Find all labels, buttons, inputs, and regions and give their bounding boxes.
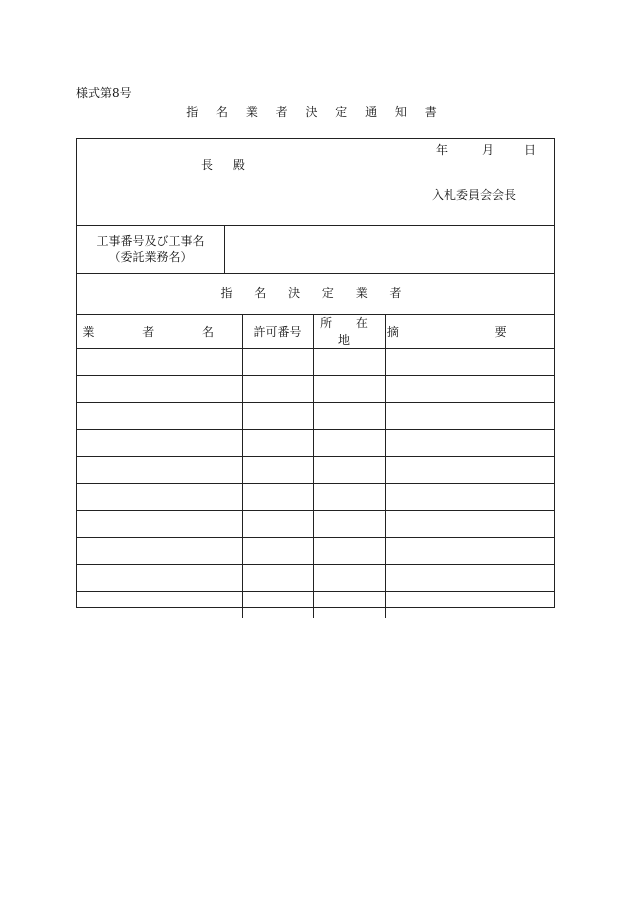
project-label-line2: （委託業務名） xyxy=(108,250,193,264)
table-row xyxy=(77,349,554,376)
cell-license-number[interactable] xyxy=(242,457,313,484)
cell-remarks[interactable] xyxy=(385,538,554,565)
project-label xyxy=(77,225,225,273)
cell-license-number[interactable] xyxy=(242,484,313,511)
cell-remarks[interactable] xyxy=(385,565,554,592)
cell-remarks[interactable] xyxy=(385,430,554,457)
cell-remarks[interactable] xyxy=(385,349,554,376)
cell-license-number[interactable] xyxy=(242,592,313,619)
cell-address[interactable] xyxy=(313,484,385,511)
cell-address[interactable] xyxy=(313,376,385,403)
date-field xyxy=(408,141,536,158)
table-row xyxy=(77,403,554,430)
cell-license-number[interactable] xyxy=(242,430,313,457)
addressee: 長 殿 xyxy=(201,158,253,172)
table-row xyxy=(77,538,554,565)
cell-address[interactable] xyxy=(313,592,385,619)
cell-address[interactable] xyxy=(313,457,385,484)
cell-remarks[interactable] xyxy=(385,592,554,619)
cell-contractor-name[interactable] xyxy=(77,349,242,376)
section-title: 指 名 決 定 業 者 xyxy=(77,273,554,315)
cell-contractor-name[interactable] xyxy=(77,430,242,457)
cell-address[interactable] xyxy=(313,565,385,592)
cell-remarks[interactable] xyxy=(385,376,554,403)
year-label: 年 xyxy=(435,143,448,157)
cell-license-number[interactable] xyxy=(242,565,313,592)
cell-address[interactable] xyxy=(313,430,385,457)
header-section xyxy=(77,139,554,226)
month-label: 月 xyxy=(481,143,494,157)
column-header-remarks: 摘 要 xyxy=(385,314,554,349)
table-row xyxy=(77,376,554,403)
cell-license-number[interactable] xyxy=(242,538,313,565)
table-row xyxy=(77,565,554,592)
table-row xyxy=(77,484,554,511)
cell-contractor-name[interactable] xyxy=(77,376,242,403)
form-number: 様式第8号 xyxy=(76,86,132,100)
cell-contractor-name[interactable] xyxy=(77,565,242,592)
table-row xyxy=(77,430,554,457)
document-title: 指 名 業 者 決 定 通 知 書 xyxy=(186,105,444,119)
cell-license-number[interactable] xyxy=(242,376,313,403)
cell-remarks[interactable] xyxy=(385,403,554,430)
project-value[interactable] xyxy=(226,225,554,273)
cell-contractor-name[interactable] xyxy=(77,403,242,430)
cell-remarks[interactable] xyxy=(385,457,554,484)
cell-address[interactable] xyxy=(313,403,385,430)
column-header-address: 所 在 地 xyxy=(313,314,385,349)
table-row xyxy=(77,457,554,484)
table-row xyxy=(77,511,554,538)
day-label: 日 xyxy=(523,143,536,157)
cell-license-number[interactable] xyxy=(242,403,313,430)
cell-license-number[interactable] xyxy=(242,349,313,376)
cell-contractor-name[interactable] xyxy=(77,592,242,619)
cell-address[interactable] xyxy=(313,511,385,538)
cell-remarks[interactable] xyxy=(385,484,554,511)
project-section xyxy=(77,225,554,274)
cell-license-number[interactable] xyxy=(242,511,313,538)
table-header-row xyxy=(77,314,554,349)
cell-contractor-name[interactable] xyxy=(77,484,242,511)
cell-address[interactable] xyxy=(313,349,385,376)
column-header-contractor-name: 業 者 名 xyxy=(77,314,242,349)
cell-contractor-name[interactable] xyxy=(77,457,242,484)
cell-contractor-name[interactable] xyxy=(77,538,242,565)
designated-contractors-table xyxy=(77,314,554,618)
table-row xyxy=(77,592,554,619)
cell-contractor-name[interactable] xyxy=(77,511,242,538)
notice-form xyxy=(76,138,555,608)
cell-remarks[interactable] xyxy=(385,511,554,538)
column-header-license-number: 許可番号 xyxy=(242,314,313,349)
cell-address[interactable] xyxy=(313,538,385,565)
project-label-line1: 工事番号及び工事名 xyxy=(96,234,205,248)
issuer: 入札委員会会長 xyxy=(432,188,517,202)
